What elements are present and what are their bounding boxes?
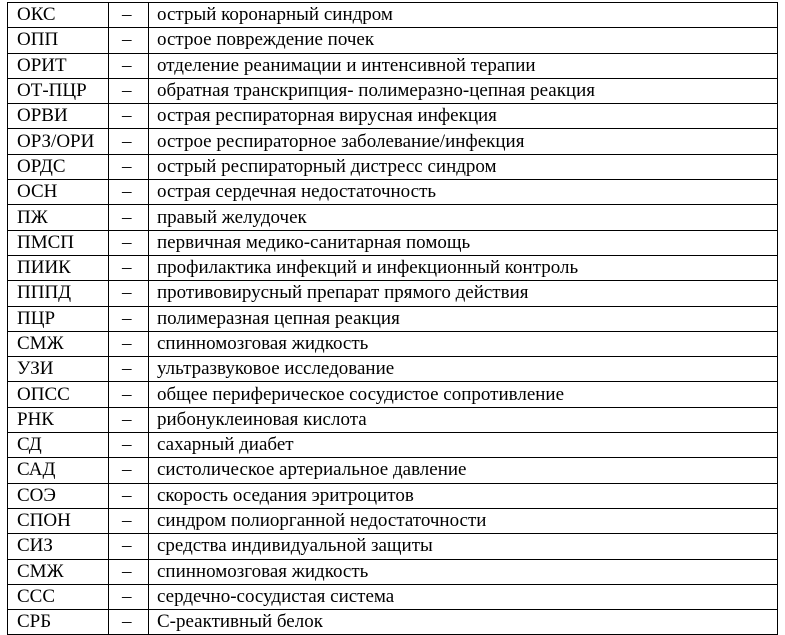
dash-cell: –: [109, 458, 149, 483]
definition-cell: острая респираторная вирусная инфекция: [149, 104, 778, 129]
dash-cell: –: [109, 154, 149, 179]
dash-cell: –: [109, 3, 149, 28]
table-row: [8, 357, 778, 382]
definition-cell: синдром полиорганной недостаточности: [149, 508, 778, 533]
table-row: [8, 458, 778, 483]
abbreviation-cell: ССС: [8, 584, 109, 609]
definition-cell: систолическое артериальное давление: [149, 458, 778, 483]
definition-cell: спинномозговая жидкость: [149, 559, 778, 584]
abbreviation-cell: СД: [8, 433, 109, 458]
table-row: [8, 433, 778, 458]
definition-cell: профилактика инфекций и инфекционный контроль: [149, 255, 778, 280]
definition-cell: правый желудочек: [149, 205, 778, 230]
abbreviation-cell: ПППД: [8, 281, 109, 306]
table-row: [8, 28, 778, 53]
abbreviation-cell: САД: [8, 458, 109, 483]
dash-cell: –: [109, 407, 149, 432]
definition-cell: спинномозговая жидкость: [149, 331, 778, 356]
abbreviations-table: [7, 2, 778, 635]
definition-cell: острая сердечная недостаточность: [149, 180, 778, 205]
table-row: [8, 154, 778, 179]
dash-cell: –: [109, 230, 149, 255]
definition-cell: острое респираторное заболевание/инфекция: [149, 129, 778, 154]
dash-cell: –: [109, 255, 149, 280]
definition-cell: отделение реанимации и интенсивной терапии: [149, 53, 778, 78]
definition-cell: первичная медико-санитарная помощь: [149, 230, 778, 255]
abbreviation-cell: ПИИК: [8, 255, 109, 280]
dash-cell: –: [109, 610, 149, 635]
table-row: [8, 584, 778, 609]
dash-cell: –: [109, 483, 149, 508]
dash-cell: –: [109, 28, 149, 53]
dash-cell: –: [109, 129, 149, 154]
dash-cell: –: [109, 78, 149, 103]
abbreviation-cell: ОРИТ: [8, 53, 109, 78]
table-row: [8, 205, 778, 230]
abbreviation-cell: ПМСП: [8, 230, 109, 255]
table-row: [8, 508, 778, 533]
table-row: [8, 559, 778, 584]
abbreviation-cell: ОКС: [8, 3, 109, 28]
table-row: [8, 3, 778, 28]
definition-cell: противовирусный препарат прямого действия: [149, 281, 778, 306]
dash-cell: –: [109, 559, 149, 584]
abbreviation-cell: ОТ-ПЦР: [8, 78, 109, 103]
dash-cell: –: [109, 433, 149, 458]
abbreviation-cell: ОРВИ: [8, 104, 109, 129]
dash-cell: –: [109, 331, 149, 356]
dash-cell: –: [109, 584, 149, 609]
abbreviation-cell: ОРЗ/ОРИ: [8, 129, 109, 154]
abbreviation-cell: ПЦР: [8, 306, 109, 331]
dash-cell: –: [109, 508, 149, 533]
table-row: [8, 104, 778, 129]
abbreviation-cell: СРБ: [8, 610, 109, 635]
definition-cell: острое повреждение почек: [149, 28, 778, 53]
abbreviation-cell: ОСН: [8, 180, 109, 205]
definition-cell: острый коронарный синдром: [149, 3, 778, 28]
table-row: [8, 281, 778, 306]
dash-cell: –: [109, 180, 149, 205]
table-row: [8, 129, 778, 154]
definition-cell: рибонуклеиновая кислота: [149, 407, 778, 432]
definition-cell: полимеразная цепная реакция: [149, 306, 778, 331]
table-row: [8, 306, 778, 331]
dash-cell: –: [109, 306, 149, 331]
table-row: [8, 53, 778, 78]
table-row: [8, 610, 778, 635]
table-row: [8, 407, 778, 432]
definition-cell: острый респираторный дистресс синдром: [149, 154, 778, 179]
definition-cell: общее периферическое сосудистое сопротивление: [149, 382, 778, 407]
table-row: [8, 78, 778, 103]
table-row: [8, 255, 778, 280]
abbreviation-cell: ПЖ: [8, 205, 109, 230]
abbreviation-cell: РНК: [8, 407, 109, 432]
abbreviation-cell: СМЖ: [8, 331, 109, 356]
table-row: [8, 382, 778, 407]
definition-cell: обратная транскрипция- полимеразно-цепная реакция: [149, 78, 778, 103]
table-row: [8, 230, 778, 255]
dash-cell: –: [109, 281, 149, 306]
dash-cell: –: [109, 534, 149, 559]
table-row: [8, 331, 778, 356]
table-row: [8, 534, 778, 559]
abbreviation-cell: СОЭ: [8, 483, 109, 508]
table-row: [8, 180, 778, 205]
dash-cell: –: [109, 205, 149, 230]
definition-cell: ультразвуковое исследование: [149, 357, 778, 382]
dash-cell: –: [109, 104, 149, 129]
definition-cell: сахарный диабет: [149, 433, 778, 458]
definition-cell: средства индивидуальной защиты: [149, 534, 778, 559]
dash-cell: –: [109, 357, 149, 382]
abbreviation-cell: ОПСС: [8, 382, 109, 407]
abbreviations-table-body: [8, 3, 778, 635]
abbreviation-cell: ОПП: [8, 28, 109, 53]
definition-cell: сердечно-сосудистая система: [149, 584, 778, 609]
abbreviation-cell: СМЖ: [8, 559, 109, 584]
abbreviation-cell: УЗИ: [8, 357, 109, 382]
abbreviation-cell: СПОН: [8, 508, 109, 533]
definition-cell: С-реактивный белок: [149, 610, 778, 635]
table-row: [8, 483, 778, 508]
abbreviation-cell: СИЗ: [8, 534, 109, 559]
abbreviation-cell: ОРДС: [8, 154, 109, 179]
definition-cell: скорость оседания эритроцитов: [149, 483, 778, 508]
dash-cell: –: [109, 382, 149, 407]
dash-cell: –: [109, 53, 149, 78]
